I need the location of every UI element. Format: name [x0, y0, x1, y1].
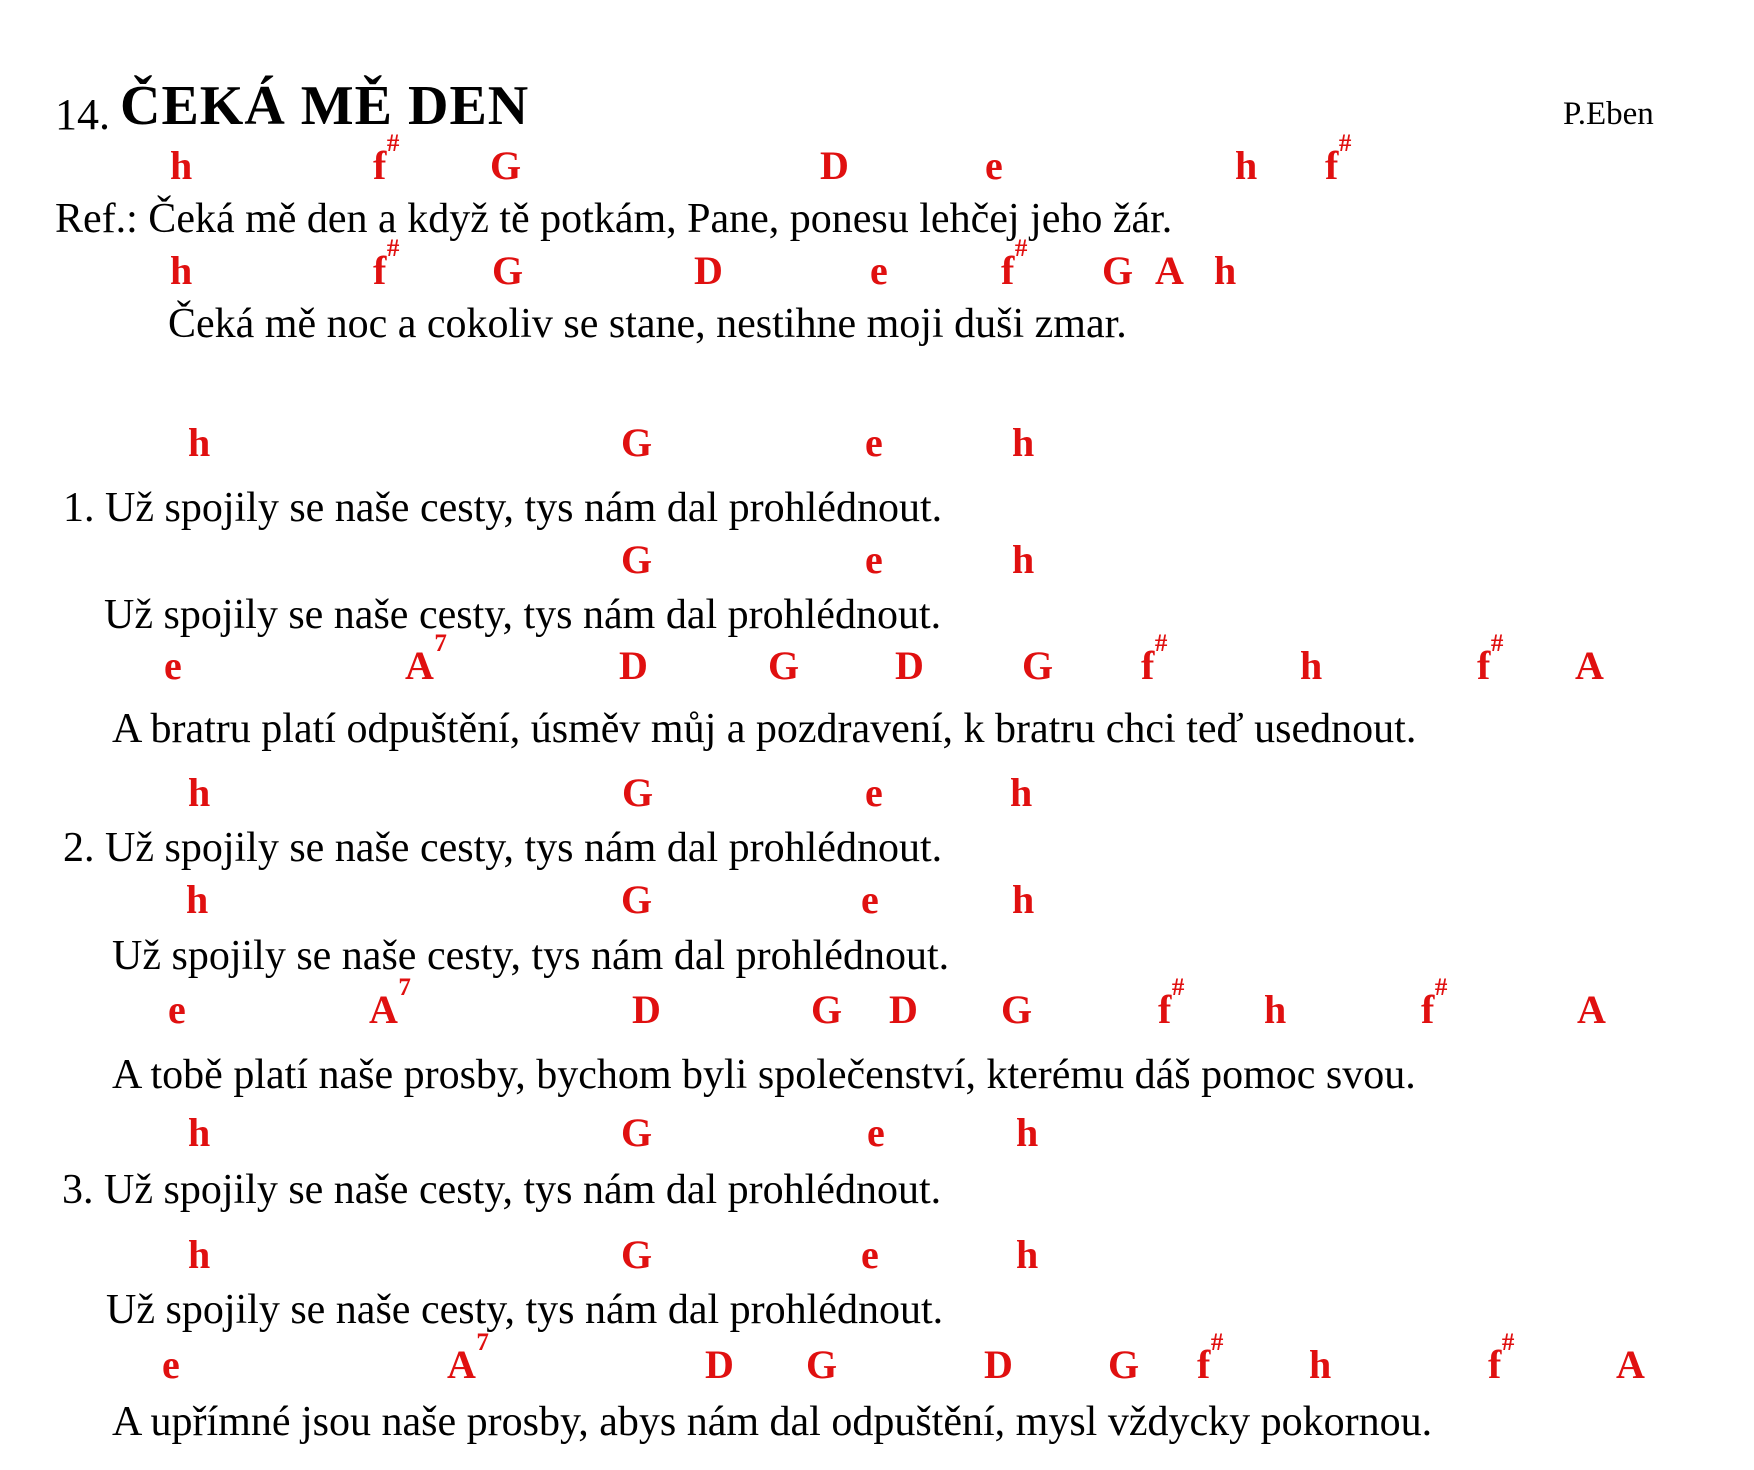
chord-symbol: h [170, 248, 193, 293]
chord-symbol: e [861, 1232, 879, 1277]
chord-symbol: h [188, 1110, 211, 1155]
chord-symbol: e [865, 420, 883, 465]
lyric-line: Už spojily se naše cesty, tys nám dal prohlédnout. [112, 933, 950, 979]
chord-symbol: G [492, 248, 524, 293]
chord-superscript: # [1210, 1328, 1224, 1356]
chord-symbol: D [984, 1342, 1013, 1387]
chord-symbol: A [1155, 248, 1184, 293]
chord-symbol: G [621, 877, 653, 922]
chord-symbol: h [1309, 1342, 1332, 1387]
chord-symbol: f# [1197, 1328, 1224, 1387]
chord-symbol: f# [1488, 1328, 1515, 1387]
chord-symbol: h [1016, 1110, 1039, 1155]
chord-superscript: # [1154, 629, 1168, 657]
chord-superscript: # [1171, 973, 1185, 1001]
song-author: P.Eben [1563, 96, 1654, 132]
song-title: ČEKÁ MĚ DEN [120, 75, 530, 137]
chord-symbol: G [621, 420, 653, 465]
chord-line [0, 420, 1754, 469]
chord-symbol: G [1022, 643, 1054, 688]
chord-superscript: # [386, 129, 400, 157]
chord-symbol: $A^7$ [369, 973, 411, 1032]
chord-symbol: h [1214, 248, 1237, 293]
chord-symbol: h [188, 770, 211, 815]
chord-symbol: e [867, 1110, 885, 1155]
chord-symbol: G [1001, 987, 1033, 1032]
chord-symbol: $A^7$ [405, 629, 447, 688]
chord-symbol: D [705, 1342, 734, 1387]
chord-symbol: G [622, 770, 654, 815]
chord-line [0, 973, 1754, 1036]
chord-symbol: A [1575, 643, 1604, 688]
chord-symbol: f# [1325, 129, 1352, 188]
chord-symbol: h [170, 143, 193, 188]
lyric-line: Čeká mě noc a cokoliv se stane, nestihne moji duši zmar. [168, 301, 1127, 347]
chord-symbol: h [188, 420, 211, 465]
chord-superscript: # [1434, 973, 1448, 1001]
chord-symbol: h [1300, 643, 1323, 688]
chord-symbol: e [870, 248, 888, 293]
chord-line [0, 770, 1754, 819]
chord-symbol: A [1616, 1342, 1645, 1387]
chord-line [0, 629, 1754, 692]
chord-symbol: h [1012, 420, 1035, 465]
chord-symbol: f# [373, 129, 400, 188]
chord-symbol: h [1016, 1232, 1039, 1277]
chord-symbol: e [861, 877, 879, 922]
chord-symbol: f# [1477, 629, 1504, 688]
chord-superscript: # [1338, 129, 1352, 157]
chord-superscript: # [1501, 1328, 1515, 1356]
chord-symbol: D [895, 643, 924, 688]
lyric-line: A bratru platí odpuštění, úsměv můj a pozdravení, k bratru chci teď usednout. [112, 706, 1417, 752]
chord-symbol: A [1577, 987, 1606, 1032]
lyric-line: 3. Už spojily se naše cesty, tys nám dal prohlédnout. [62, 1167, 942, 1213]
chord-superscript: # [1014, 234, 1028, 262]
lyric-line: A upřímné jsou naše prosby, abys nám dal odpuštění, mysl vždycky pokornou. [112, 1399, 1433, 1445]
chord-symbol: h [1012, 537, 1035, 582]
chord-symbol: h [186, 877, 209, 922]
chord-line [0, 537, 1754, 586]
chord-line [0, 129, 1754, 192]
lyric-line: 1. Už spojily se naše cesty, tys nám dal prohlédnout. [63, 485, 943, 531]
chord-symbol: D [694, 248, 723, 293]
chord-symbol: G [490, 143, 522, 188]
chord-superscript: 7 [476, 1328, 489, 1356]
lyric-line: Ref.: Čeká mě den a když tě potkám, Pane, ponesu lehčej jeho žár. [55, 196, 1173, 242]
chord-symbol: e [985, 143, 1003, 188]
chord-superscript: # [1490, 629, 1504, 657]
chord-symbol: G [1108, 1342, 1140, 1387]
chord-symbol: e [865, 537, 883, 582]
lyric-line: Už spojily se naše cesty, tys nám dal prohlédnout. [106, 1287, 944, 1333]
chord-line [0, 1328, 1754, 1391]
chord-symbol: $A^7$ [447, 1328, 489, 1387]
chord-symbol: f# [1001, 234, 1028, 293]
chord-symbol: G [1102, 248, 1134, 293]
chord-symbol: G [811, 987, 843, 1032]
lyric-line: A tobě platí naše prosby, bychom byli společenství, kterému dáš pomoc svou. [112, 1052, 1416, 1098]
lyric-line: Už spojily se naše cesty, tys nám dal prohlédnout. [104, 592, 942, 638]
chord-symbol: f# [1158, 973, 1185, 1032]
chord-symbol: G [621, 1232, 653, 1277]
lyric-line: 2. Už spojily se naše cesty, tys nám dal prohlédnout. [63, 825, 943, 871]
chord-symbol: h [1012, 877, 1035, 922]
chord-symbol: e [162, 1342, 180, 1387]
chord-symbol: D [889, 987, 918, 1032]
chord-symbol: e [164, 643, 182, 688]
chord-symbol: G [768, 643, 800, 688]
chord-symbol: D [632, 987, 661, 1032]
chord-line [0, 1232, 1754, 1281]
song-number: 14. [55, 90, 110, 139]
chord-symbol: G [806, 1342, 838, 1387]
chord-symbol: D [619, 643, 648, 688]
chord-symbol: f# [1141, 629, 1168, 688]
chord-superscript: 7 [398, 973, 411, 1001]
chord-symbol: h [1235, 143, 1258, 188]
chord-symbol: h [1264, 987, 1287, 1032]
chord-symbol: f# [1421, 973, 1448, 1032]
chord-symbol: G [621, 1110, 653, 1155]
chord-symbol: e [865, 770, 883, 815]
chord-superscript: # [386, 234, 400, 262]
chord-symbol: h [188, 1232, 211, 1277]
chord-symbol: G [621, 537, 653, 582]
chord-symbol: f# [373, 234, 400, 293]
chord-symbol: e [168, 987, 186, 1032]
chord-symbol: h [1010, 770, 1033, 815]
chord-line [0, 877, 1754, 926]
chord-line [0, 234, 1754, 297]
chord-line [0, 1110, 1754, 1159]
chord-superscript: 7 [434, 629, 447, 657]
chord-symbol: D [820, 143, 849, 188]
